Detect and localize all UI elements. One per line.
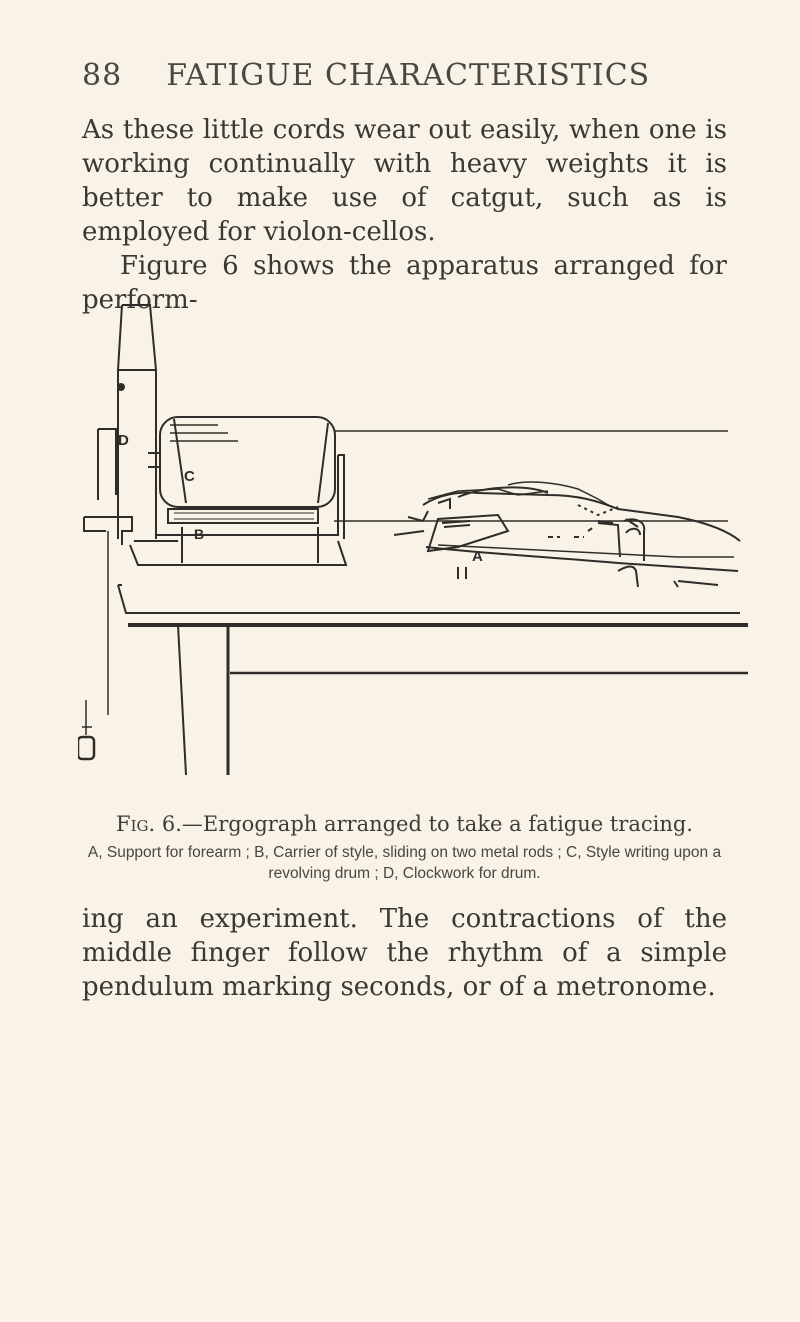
running-head [82,58,722,93]
paragraph-experiment: ing an experiment. The contractions of the middle finger follow the rhythm of a simple pendulum marking seconds, or of a metronome. [82,904,727,1002]
caption-title: —Ergograph arranged to take a fatigue tracing. [181,812,693,836]
clockwork-tower [118,305,156,539]
top-text-block [82,113,727,317]
figure-caption [82,810,727,884]
caption-title-line [82,810,727,838]
revolving-drum [160,417,335,507]
ergograph-illustration [78,295,748,790]
label-d: D [118,432,129,449]
page-number: 88 [82,58,123,93]
caption-legend: A, Support for forearm ; B, Carrier of style, sliding on two metal rods ; C, Style writing upon a revolving drum ; D, Clockwork for drum. [87,844,722,882]
bottom-text-block [82,902,727,1004]
label-a: A [472,548,483,565]
ergograph-figure [78,295,748,790]
paragraph-figure-intro: Figure 6 shows the apparatus arranged for perform- [82,251,727,315]
running-title: FATIGUE CHARACTERISTICS [166,58,651,93]
paragraph-catgut: As these little cords wear out easily, when one is working continually with heavy weights it is better to make use of catgut, such as is employed for violon-cellos. [82,115,727,247]
caption-figure-number: Fig. 6. [116,812,182,836]
weight [78,737,94,759]
label-b: B [194,526,205,542]
label-c: C [184,468,195,485]
